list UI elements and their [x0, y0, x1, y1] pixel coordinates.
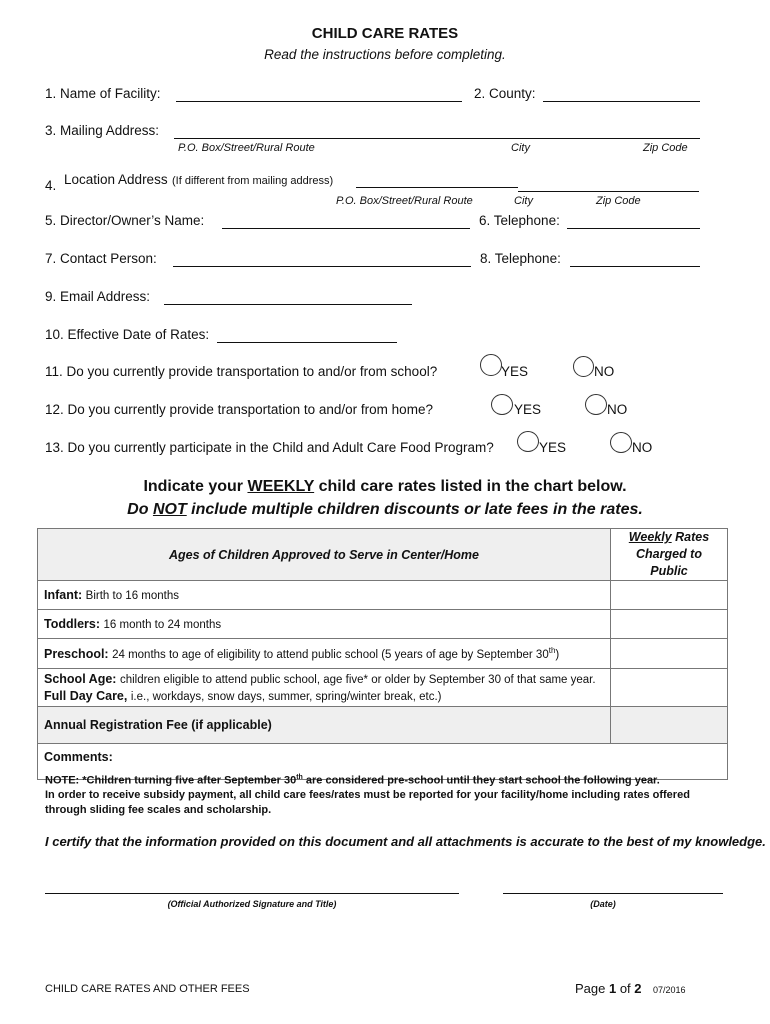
table-header-row	[38, 529, 728, 581]
telephone-2-field[interactable]	[570, 266, 700, 267]
note-block	[45, 771, 745, 817]
food-program-no-radio[interactable]	[610, 432, 632, 453]
toddlers-label: Toddlers:	[44, 617, 101, 631]
label-contact-person: 7. Contact Person:	[45, 251, 157, 266]
full-day-label: Full Day Care,	[44, 688, 128, 703]
footer-page-current: 1	[608, 981, 617, 996]
signature-caption: (Official Authorized Signature and Title)	[167, 899, 337, 909]
footer-revision-date: 07/2016	[653, 985, 686, 995]
rates-table	[37, 528, 728, 780]
preschool-desc: 24 months to age of eligibility to attend public school (5 years of age by September 30	[112, 649, 549, 662]
school-transport-yes-label: YES	[501, 364, 529, 379]
school-transport-no-label: NO	[594, 364, 615, 379]
table-row-infant	[38, 581, 728, 610]
school-age-desc: children eligible to attend public school, age five* or older by September 30 of that same year.	[119, 673, 596, 686]
toddlers-cell	[38, 610, 611, 639]
label-telephone-1: 6. Telephone:	[479, 213, 560, 228]
header-charged: Charged to Public	[636, 547, 702, 578]
label-county: 2. County:	[474, 86, 536, 101]
header-weekly-word: Weekly	[628, 530, 672, 544]
mailing-zip-caption: Zip Code	[643, 142, 688, 154]
rates-instruction-not	[0, 501, 770, 519]
footer-page-total: 2	[634, 981, 642, 996]
full-day-desc: i.e., workdays, snow days, summer, spring/winter break, etc.)	[130, 690, 442, 703]
note-line-3: through sliding fee scales and scholarship.	[45, 803, 272, 816]
footer-page-number	[575, 981, 642, 996]
page-title: CHILD CARE RATES	[311, 25, 459, 42]
signature-field[interactable]	[45, 893, 459, 894]
table-row-toddlers	[38, 610, 728, 639]
telephone-1-field[interactable]	[567, 228, 700, 229]
label-telephone-2: 8. Telephone:	[480, 251, 561, 266]
mailing-city-caption: City	[511, 142, 530, 154]
header-ages: Ages of Children Approved to Serve in Center/Home	[38, 529, 611, 581]
food-program-yes-radio[interactable]	[517, 431, 539, 452]
food-program-no-label: NO	[632, 440, 653, 455]
location-street-field[interactable]	[356, 187, 518, 188]
food-program-yes-label: YES	[539, 440, 567, 455]
footer-page-word: Page	[575, 981, 609, 996]
instruction-2-part-a: Do	[127, 501, 153, 518]
note-line-2: In order to receive subsidy payment, all child care fees/rates must be reported for your facility/home including rates offered	[45, 789, 690, 802]
certification-statement: I certify that the information provided on this document and all attachments is accurate to the best of my knowledge.	[45, 834, 766, 849]
school-transport-no-radio[interactable]	[573, 356, 594, 377]
instruction-1-weekly: WEEKLY	[247, 478, 315, 495]
location-city-caption: City	[514, 195, 533, 207]
date-caption: (Date)	[590, 899, 616, 909]
school-age-label: School Age:	[44, 671, 117, 686]
table-row-school-age	[38, 669, 728, 707]
header-rates-word: Rates	[671, 530, 710, 544]
location-city-zip-field[interactable]	[518, 191, 699, 192]
label-facility-name: 1. Name of Facility:	[45, 86, 161, 101]
question-home-transport: 12. Do you currently provide transportation to and/or from home?	[45, 402, 433, 417]
facility-name-field[interactable]	[176, 101, 462, 102]
school-transport-yes-radio[interactable]	[480, 354, 502, 376]
infant-desc: Birth to 16 months	[85, 590, 179, 602]
comments-label: Comments:	[44, 750, 113, 764]
preschool-rate-input[interactable]	[611, 639, 728, 669]
school-age-cell	[38, 669, 611, 707]
home-transport-yes-radio[interactable]	[491, 394, 513, 415]
home-transport-no-label: NO	[607, 402, 628, 417]
question-school-transport: 11. Do you currently provide transportation to and/or from school?	[45, 364, 438, 379]
note-line-1-sup: th	[296, 774, 303, 781]
table-row-preschool	[38, 639, 728, 669]
location-street-caption: P.O. Box/Street/Rural Route	[336, 195, 473, 207]
footer-form-name: CHILD CARE RATES AND OTHER FEES	[45, 983, 250, 995]
instruction-1-part-c: child care rates listed in the chart below.	[314, 478, 627, 495]
email-field[interactable]	[164, 304, 412, 305]
header-weekly-rates	[611, 529, 728, 581]
preschool-cell	[38, 639, 611, 669]
mailing-address-field[interactable]	[174, 138, 700, 139]
note-line-1-b: are considered pre-school until they start school the following year.	[302, 774, 660, 787]
label-mailing-address: 3. Mailing Address:	[45, 123, 160, 138]
director-name-field[interactable]	[222, 228, 470, 229]
note-line-1-a: NOTE: *Children turning five after September 30	[45, 774, 297, 787]
infant-label: Infant:	[44, 588, 83, 602]
preschool-sup: th	[548, 645, 556, 655]
toddlers-rate-input[interactable]	[611, 610, 728, 639]
county-field[interactable]	[543, 101, 700, 102]
instruction-1-part-a: Indicate your	[143, 478, 248, 495]
label-email: 9. Email Address:	[45, 289, 151, 304]
location-zip-caption: Zip Code	[596, 195, 641, 207]
instruction-2-part-c: include multiple children discounts or late fees in the rates.	[186, 501, 643, 518]
table-row-registration	[38, 707, 728, 744]
registration-label: Annual Registration Fee (if applicable)	[38, 707, 611, 744]
contact-person-field[interactable]	[173, 266, 471, 267]
preschool-label: Preschool:	[44, 647, 109, 662]
rates-instruction-weekly	[0, 478, 770, 496]
effective-date-field[interactable]	[217, 342, 397, 343]
preschool-end: )	[555, 649, 560, 662]
page-subtitle: Read the instructions before completing.	[264, 47, 506, 62]
label-effective-date: 10. Effective Date of Rates:	[45, 327, 210, 342]
label-location-note: (If different from mailing address)	[172, 175, 334, 187]
home-transport-yes-label: YES	[514, 402, 542, 417]
instruction-2-not: NOT	[152, 501, 187, 518]
infant-cell	[38, 581, 611, 610]
question-food-program: 13. Do you currently participate in the Child and Adult Care Food Program?	[45, 440, 494, 455]
mailing-street-caption: P.O. Box/Street/Rural Route	[178, 142, 315, 154]
label-location-address: Location Address	[64, 172, 168, 187]
toddlers-desc: 16 month to 24 months	[103, 619, 222, 631]
date-field[interactable]	[503, 893, 723, 894]
infant-rate-input[interactable]	[611, 581, 728, 610]
label-director-name: 5. Director/Owner’s Name:	[45, 213, 205, 228]
registration-fee-input[interactable]	[611, 707, 728, 744]
home-transport-no-radio[interactable]	[585, 394, 607, 415]
footer-page-of: of	[616, 981, 635, 996]
note-line-1	[45, 771, 745, 788]
school-age-rate-input[interactable]	[611, 669, 728, 707]
label-location-number: 4.	[45, 178, 57, 193]
